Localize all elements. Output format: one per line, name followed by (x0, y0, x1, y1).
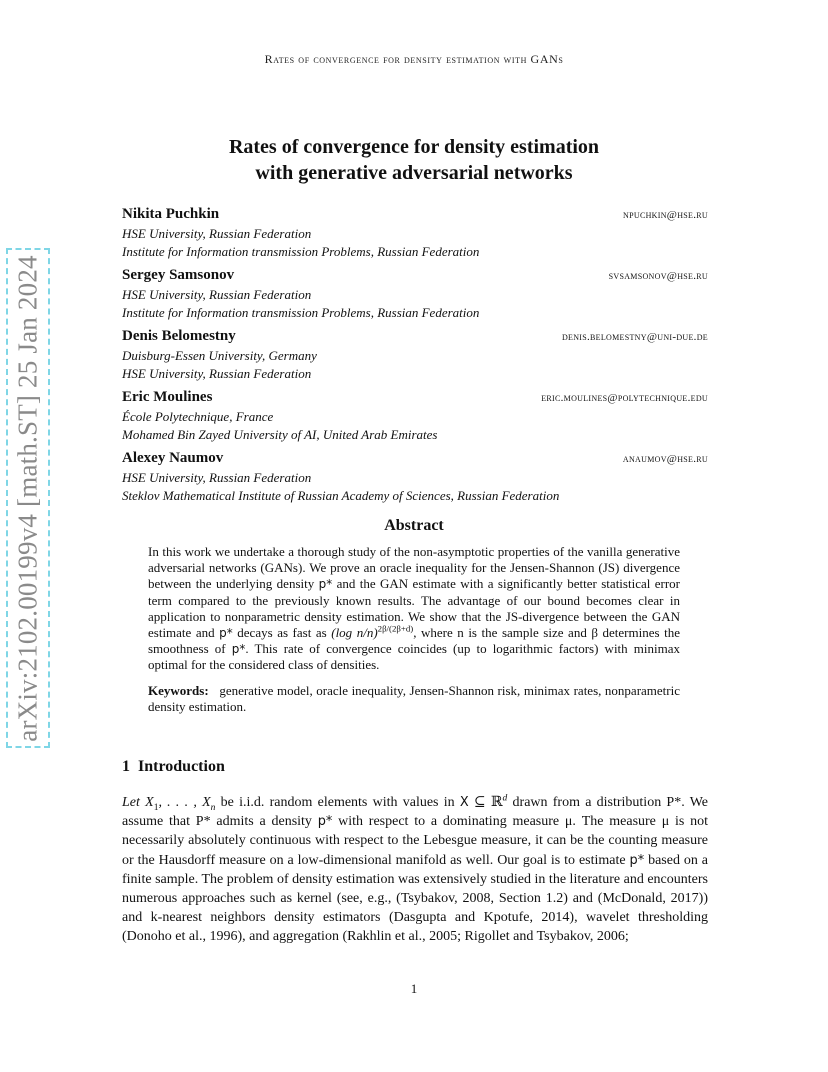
abstract-text-part: and the GAN estimate with a significantly better statistical error term compared to the previously known results. The advantage of our bound becomes clear in application to nonparametric density estimation. We show that the JS-divergence between the GAN estimate and (148, 576, 680, 641)
density-symbol: p* (318, 577, 333, 592)
abstract-text-part: decays as fast as (232, 625, 332, 641)
abstract-text-part: , where n is the sample size and β determines the smoothness of (148, 625, 680, 657)
keywords-list: generative model, oracle inequality, Jensen-Shannon risk, minimax rates, nonparametric density estimation. (148, 682, 681, 714)
author-name: Denis Belomestny (122, 328, 236, 344)
abstract (148, 544, 680, 715)
author-email[interactable]: anaumov@hse.ru (622, 453, 708, 465)
paper-title (0, 134, 828, 186)
author-list (122, 206, 708, 511)
rate-formula (331, 625, 413, 640)
page-number: 1 (410, 981, 418, 996)
intro-text-part: n (210, 802, 216, 813)
author-email[interactable]: svsamsonov@hse.ru (608, 270, 708, 282)
intro-text-part: Let X (122, 795, 154, 810)
author-block (122, 206, 708, 261)
section-title: Introduction (138, 758, 225, 775)
abstract-text-part: In this work we undertake a thorough study of the non-asymptotic properties of the vanilla generative adversarial networks (GANs). We prove an oracle inequality for the Jensen-Shannon (JS) divergence between the underlying density (148, 544, 680, 592)
density-symbol: p* (231, 642, 246, 657)
author-affiliation: HSE University, Russian Federation (122, 226, 312, 241)
author-name: Sergey Samsonov (122, 267, 235, 283)
intro-text-part: be i.i.d. random elements with values in (215, 795, 460, 810)
author-block (122, 267, 708, 322)
author-affiliation: HSE University, Russian Federation (122, 470, 312, 485)
density-symbol: p* (219, 626, 233, 641)
author-email[interactable]: denis.belomestny@uni-due.de (561, 331, 708, 343)
introduction-body (122, 793, 708, 947)
sample-space-symbol: X (459, 795, 469, 810)
author-name: Alexey Naumov (122, 450, 224, 466)
author-email[interactable]: npuchkin@hse.ru (623, 209, 708, 221)
intro-text-part: based on a finite sample. The problem of density estimation was extensively studied in the literature and encounters numerous approaches such as kernel (see, e.g., (Tsybakov, 2008, Section 1.2) and (McDonald, 2017)) and k-nearest neighbors density estimators (Dasgupta and Kpotufe, 2014), wavelet thresholding (Donoho et al., 1996), and aggregation (Rakhlin et al., 2005; Rigollet and Tsybakov, 2006; (122, 852, 708, 945)
intro-text-part: drawn from a distribution P*. We assume that P* admits a density (122, 795, 709, 830)
author-name: Eric Moulines (122, 389, 213, 405)
density-symbol: p* (629, 852, 645, 868)
abstract-text-part: . This rate of convergence coincides (up to logarithmic factors) with minimax optimal for the considered class of densities. (148, 641, 681, 673)
intro-text-part: 1 (153, 802, 159, 813)
rate-exponent: 2β/(2β+d) (377, 623, 414, 634)
intro-text-part: with respect to a dominating measure μ. The measure μ is not necessarily absolutely continuous with respect to the Lebesgue measure, it can be the counting measure or the Hausdorff measure on a low-dimensional manifold as well. Our goal is to estimate (122, 814, 708, 868)
author-email[interactable]: eric.moulines@polytechnique.edu (541, 392, 708, 404)
intro-text-part: d (502, 793, 508, 804)
author-block (122, 389, 708, 444)
intro-text-part: , . . . , X (158, 795, 211, 810)
author-affiliation: Institute for Information transmission Problems, Russian Federation (122, 305, 480, 320)
arxiv-stamp (6, 248, 50, 748)
author-name: Nikita Puchkin (122, 206, 220, 222)
rate-base: (log n/n) (331, 625, 378, 641)
author-affiliation: École Polytechnique, France (122, 409, 274, 424)
author-affiliation: Steklov Mathematical Institute of Russian Academy of Sciences, Russian Federation (122, 488, 560, 503)
keywords (148, 683, 680, 715)
density-symbol: p* (317, 814, 333, 830)
author-affiliation: HSE University, Russian Federation (122, 366, 312, 381)
section-heading (122, 758, 225, 776)
keywords-label: Keywords: (148, 682, 209, 698)
author-block (122, 450, 708, 505)
author-block (122, 328, 708, 383)
author-affiliation: Duisburg-Essen University, Germany (122, 348, 317, 363)
section-number: 1 (122, 758, 130, 775)
author-affiliation: Mohamed Bin Zayed University of AI, United Arab Emirates (122, 427, 438, 442)
intro-paragraph (122, 793, 708, 947)
running-head: Rates of convergence for density estimation with GANs (264, 52, 564, 66)
author-affiliation: HSE University, Russian Federation (122, 287, 312, 302)
abstract-text (148, 544, 680, 674)
intro-text-part: ⊆ ℝ (468, 795, 503, 810)
paper-title-line-1: Rates of convergence for density estimation (228, 136, 600, 158)
author-affiliation: Institute for Information transmission Problems, Russian Federation (122, 244, 480, 259)
paper-title-line-2: with generative adversarial networks (255, 162, 573, 184)
arxiv-id: arXiv:2102.00199v4 [math.ST] 25 Jan 2024 (12, 254, 43, 742)
abstract-heading: Abstract (384, 517, 444, 534)
